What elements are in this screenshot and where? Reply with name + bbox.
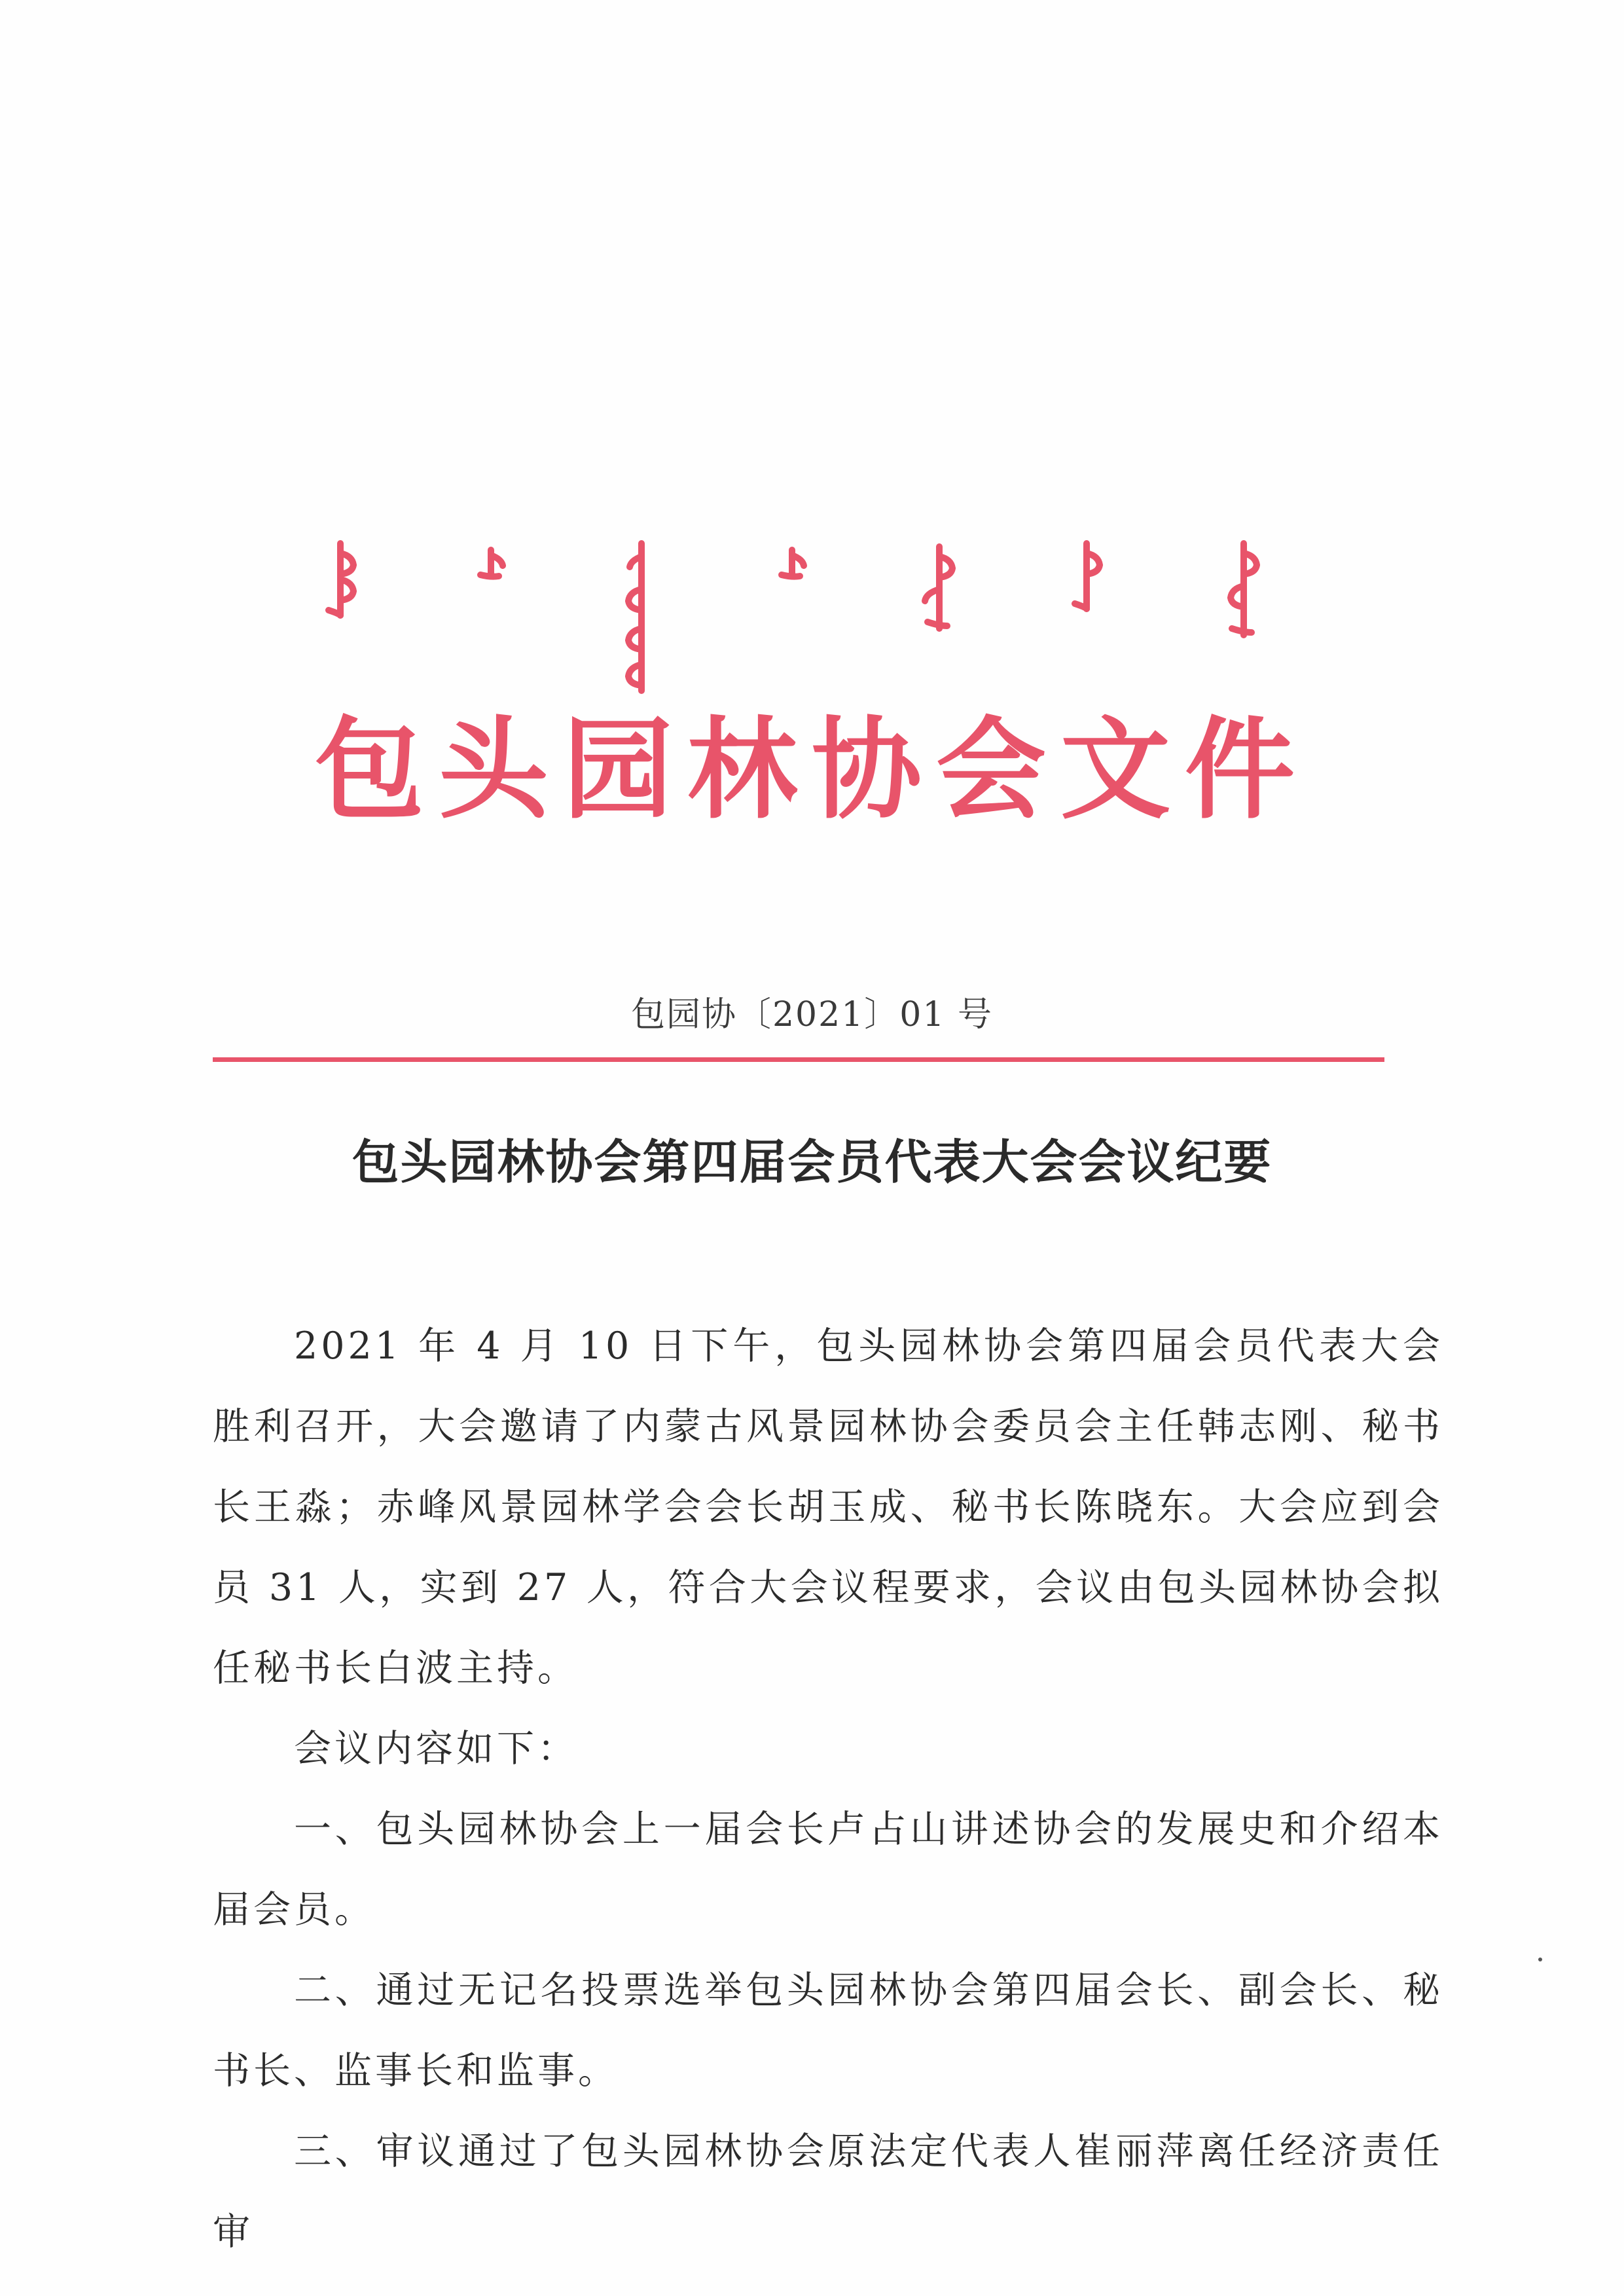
red-divider [213,1057,1384,1062]
paragraph: 二、通过无记名投票选举包头园林协会第四届会长、副会长、秘书长、监事长和监事。 [213,1969,1443,2092]
paragraph: 三、审议通过了包头园林协会原法定代表人崔丽萍离任经济责任审 [213,2130,1443,2253]
paragraph: 2021 年 4 月 10 日下午，包头园林协会第四届会员代表大会胜利召开，大会邀请了内蒙古风景园林协会委员会主任韩志刚、秘书长王淼；赤峰风景园林学会会长胡玉成、秘书长陈晓东。大会应到会员 31 人，实到 27 人，符合大会议程要求，会议由包头园林协会拟任秘书长白波主持。 [213,1324,1443,1690]
document-title: 包头园林协会第四届会员代表大会会议纪要 [352,1135,1272,1190]
mongolian-script-header [314,524,1309,720]
document-body [213,1306,1443,2272]
issuing-body-title: 包头园林协会文件 [314,704,1309,834]
mongolian-script-graphic [314,524,1309,720]
paragraph: 一、包头园林协会上一届会长卢占山讲述协会的发展史和介绍本届会员。 [213,1808,1443,1931]
scan-speck [1538,1958,1542,1961]
paragraph: 会议内容如下： [294,1727,578,1770]
document-number: 包园协〔2021〕01 号 [630,995,994,1034]
